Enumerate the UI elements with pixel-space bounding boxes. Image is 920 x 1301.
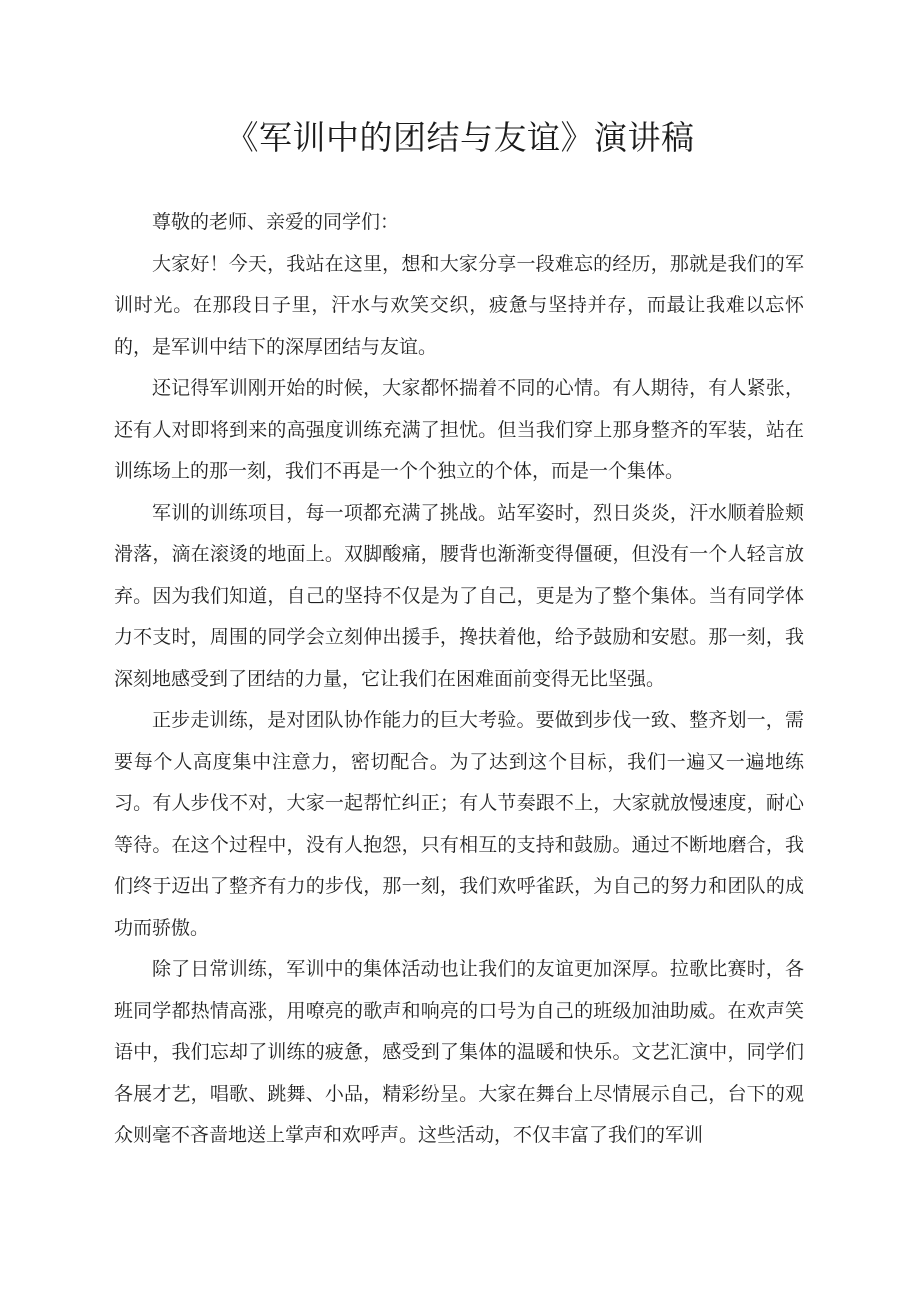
beginning-paragraph: 还记得军训刚开始的时候，大家都怀揣着不同的心情。有人期待，有人紧张，还有人对即将到来的高强度训练充满了担忧。但当我们穿上那身整齐的军装，站在训练场上的那一刻，我们不再是一个个独立的个体，而是一个集体。 — [114, 377, 804, 482]
march-paragraph: 正步走训练，是对团队协作能力的巨大考验。要做到步伐一致、整齐划一，需要每个人高度集中注意力，密切配合。为了达到这个目标，我们一遍又一遍地练习。有人步伐不对，大家一起帮忙纠正；有人节奏跟不上，大家就放慢速度，耐心等待。在这个过程中，没有人抱怨，只有相互的支持和鼓励。通过不断地磨合，我们终于迈出了整齐有力的步伐，那一刻，我们欢呼雀跃，为自己的努力和团队的成功而骄傲。 — [114, 709, 804, 939]
greeting-paragraph: 尊敬的老师、亲爱的同学们： — [152, 211, 400, 233]
document-title: 《军训中的团结与友谊》演讲稿 — [225, 118, 695, 157]
document-body — [114, 202, 804, 1157]
training-paragraph: 军训的训练项目，每一项都充满了挑战。站军姿时，烈日炎炎，汗水顺着脸颊滑落，滴在滚烫的地面上。双脚酸痛，腰背也渐渐变得僵硬，但没有一个人轻言放弃。因为我们知道，自己的坚持不仅是为了自己，更是为了整个集体。当有同学体力不支时，周围的同学会立刻伸出援手，搀扶着他，给予鼓励和安慰。那一刻，我深刻地感受到了团结的力量，它让我们在困难面前变得无比坚强。 — [114, 501, 804, 690]
activities-paragraph: 除了日常训练，军训中的集体活动也让我们的友谊更加深厚。拉歌比赛时，各班同学都热情高涨，用嘹亮的歌声和响亮的口号为自己的班级加油助威。在欢声笑语中，我们忘却了训练的疲惫，感受到了集体的温暖和快乐。文艺汇演中，同学们各展才艺，唱歌、跳舞、小品，精彩纷呈。大家在舞台上尽情展示自己，台下的观众则毫不吝啬地送上掌声和欢呼声。这些活动，不仅丰富了我们的军训 — [114, 958, 804, 1146]
intro-paragraph: 大家好！今天，我站在这里，想和大家分享一段难忘的经历，那就是我们的军训时光。在那段日子里，汗水与欢笑交织，疲惫与坚持并存，而最让我难以忘怀的，是军训中结下的深厚团结与友谊。 — [114, 252, 804, 358]
